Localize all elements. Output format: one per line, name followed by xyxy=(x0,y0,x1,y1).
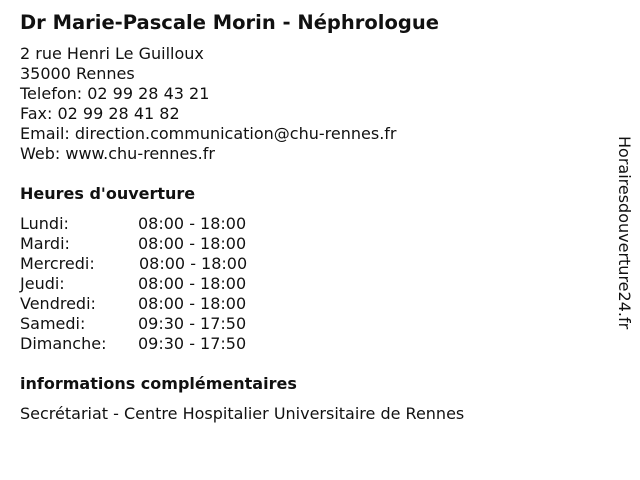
time-range: 09:30 - 17:50 xyxy=(138,314,247,333)
email-address: Email: direction.communication@chu-rennes.fr xyxy=(20,124,397,143)
hours-row-monday xyxy=(20,214,320,234)
contact-block xyxy=(20,44,396,164)
address-street: 2 rue Henri Le Guilloux xyxy=(20,44,204,63)
day-label: Lundi: xyxy=(20,214,69,233)
hours-heading: Heures d'ouverture xyxy=(20,184,196,203)
phone-number: Telefon: 02 99 28 43 21 xyxy=(20,84,210,103)
day-label: Mercredi: xyxy=(20,254,95,273)
time-range: 08:00 - 18:00 xyxy=(138,214,247,233)
fax-number: Fax: 02 99 28 41 82 xyxy=(20,104,180,123)
hours-row-sunday xyxy=(20,334,320,354)
day-label: Samedi: xyxy=(20,314,86,333)
time-range: 08:00 - 18:00 xyxy=(138,234,247,253)
time-range: 08:00 - 18:00 xyxy=(138,294,247,313)
hours-table xyxy=(20,214,320,354)
address-city: 35000 Rennes xyxy=(20,64,135,83)
info-heading: informations complémentaires xyxy=(20,374,297,393)
time-range: 08:00 - 18:00 xyxy=(139,254,248,273)
day-label: Jeudi: xyxy=(20,274,65,293)
page-title: Dr Marie-Pascale Morin - Néphrologue xyxy=(20,11,439,34)
hours-row-saturday xyxy=(20,314,320,334)
day-label: Vendredi: xyxy=(20,294,96,313)
hours-row-thursday xyxy=(20,274,320,294)
hours-row-tuesday xyxy=(20,234,320,254)
website: Web: www.chu-rennes.fr xyxy=(20,144,215,163)
brand-watermark: Horairesdouverture24.fr xyxy=(615,136,634,330)
hours-row-friday xyxy=(20,294,320,314)
day-label: Mardi: xyxy=(20,234,70,253)
info-text: Secrétariat - Centre Hospitalier Universitaire de Rennes xyxy=(20,404,465,423)
day-label: Dimanche: xyxy=(20,334,107,353)
hours-row-wednesday xyxy=(20,254,320,274)
time-range: 09:30 - 17:50 xyxy=(138,334,247,353)
time-range: 08:00 - 18:00 xyxy=(138,274,247,293)
